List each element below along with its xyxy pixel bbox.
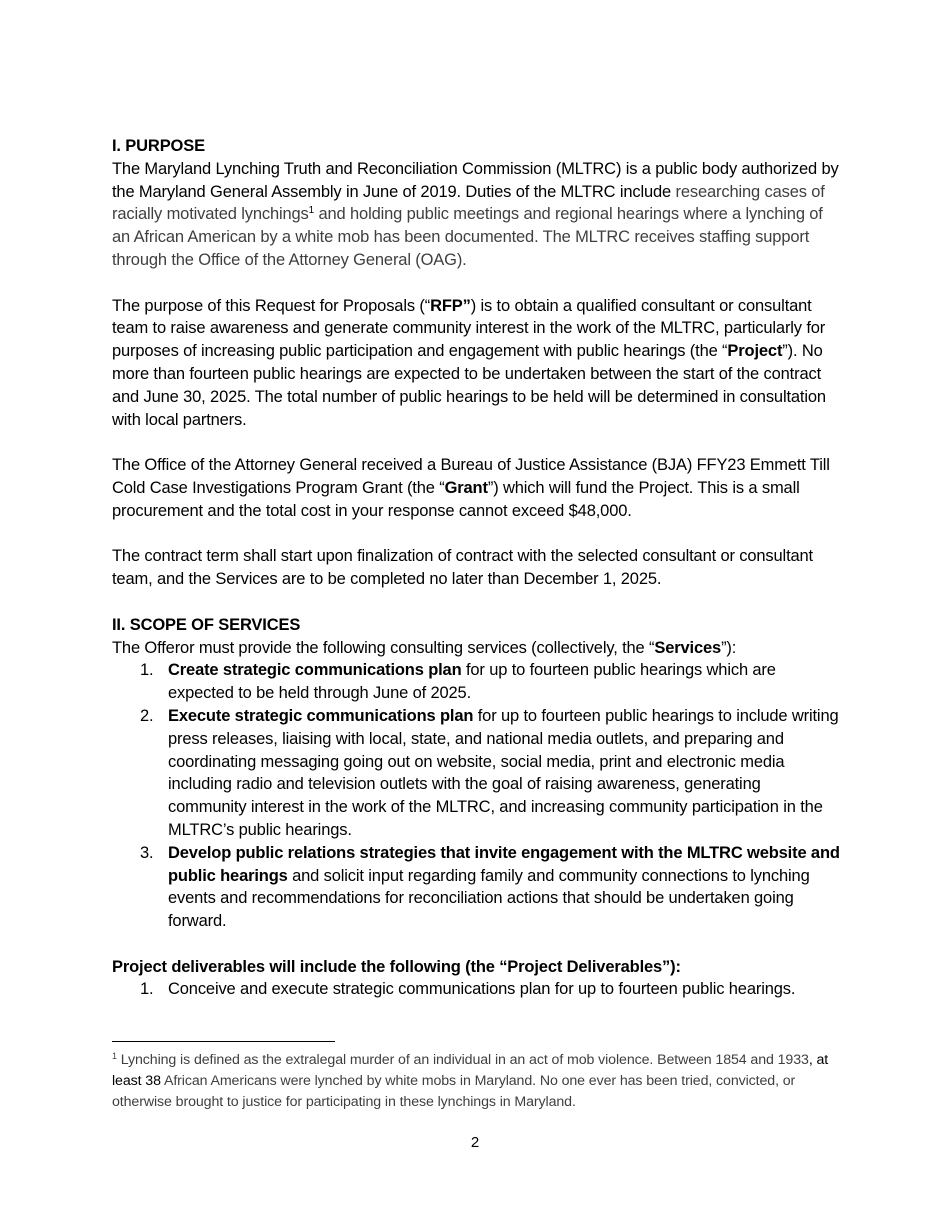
list-item — [112, 978, 842, 1001]
purpose-paragraph-2 — [112, 295, 842, 432]
footnote — [112, 1050, 840, 1114]
purpose-paragraph-4: The contract term shall start upon finalization of contract with the selected consultant or consultant team, and the Services are to be completed no later than December 1, 2025. — [112, 547, 813, 589]
list-item-number: 2. — [140, 706, 154, 725]
list-item-text: and solicit input regarding family and community connections to lynching events and recommendations for reconciliation actions that should be undertaken going forward. — [168, 866, 810, 931]
list-item-bold: Develop public relations strategies that invite engagement with the MLTRC website and public hearings — [168, 843, 840, 885]
purpose-p1-text: The Maryland Lynching Truth and Reconciliation Commission (MLTRC) is a public body authorized by the Maryland General Assembly in June of 2019. Duties of the MLTRC include — [112, 159, 839, 201]
purpose-heading: I. PURPOSE — [112, 137, 205, 155]
project-term: Project — [727, 342, 783, 361]
list-item — [112, 842, 842, 933]
list-item-text: for up to fourteen public hearings to include writing press releases, liaising with local, state, and national media outlets, and preparing and coordinating messaging going out on website, social media, print and electronic media including radio and television outlets with the goal of raising awareness, generating community interest in the work of the MLTRC, and increasing community participation in the MLTRC’s public hearings. — [168, 706, 839, 839]
grant-text-a: The Office of the Attorney General received a Bureau of Justice Assistance (BJA) FFY23 Emmett Till Cold Case Investigations Program Grant (the “ — [112, 456, 830, 497]
rfp-text-a: The purpose of this Request for Proposals (“ — [112, 296, 431, 315]
services-term: Services — [654, 638, 722, 657]
list-item — [112, 705, 842, 842]
purpose-paragraph-1 — [112, 158, 842, 272]
purpose-paragraph-3 — [112, 454, 842, 522]
list-item-number: 1. — [140, 980, 154, 999]
list-item-text: Conceive and execute strategic communications plan for up to fourteen public hearings. — [168, 980, 796, 999]
footnote-text-c: African Americans were lynched by white mobs in Maryland. No one ever has been tried, convicted, or otherwise brought to justice for participating in these lynchings in Maryland. — [112, 1073, 796, 1111]
list-item-text: for up to fourteen public hearings which are expected to be held through June of 2025. — [168, 661, 776, 703]
deliverables-heading: Project deliverables will include the following (the “Project Deliverables”): — [112, 957, 681, 976]
page-number: 2 — [470, 1134, 480, 1151]
footnote-reference[interactable]: 1 — [308, 205, 315, 217]
rfp-term: RFP” — [430, 296, 471, 315]
purpose-p1-gray-text-a: researching cases of racially motivated lynchings — [112, 182, 825, 224]
footnote-mark: 1 — [112, 1051, 117, 1061]
list-item-bold: Execute strategic communications plan — [168, 706, 474, 725]
list-item-number: 3. — [140, 843, 154, 862]
services-list — [112, 659, 842, 933]
list-item-bold: Create strategic communications plan — [168, 661, 462, 680]
document-body — [112, 135, 842, 1001]
scope-intro-text-c: ”): — [721, 638, 737, 657]
rfp-text-c: ) is to obtain a qualified consultant or consultant team to raise awareness and generate community interest in the work of the MLTRC, particularly for purposes of increasing public participation and engagement with public hearings (the “ — [112, 296, 826, 361]
scope-heading: II. SCOPE OF SERVICES — [112, 615, 301, 634]
grant-term: Grant — [444, 478, 488, 497]
footnote-text-a: Lynching is defined as the extralegal murder of an individual in an act of mob violence. Between 1854 and 1933 — [116, 1052, 809, 1068]
list-item-number: 1. — [140, 661, 154, 680]
footnote-text-b: , at least 38 — [112, 1052, 829, 1090]
grant-text-c: ”) which will fund the Project. This is a small procurement and the total cost in your response cannot exceed $48,000. — [112, 478, 800, 520]
purpose-p1-gray-text-b: and holding public meetings and regional hearings where a lynching of an African American by a white mob has been documented. The MLTRC receives staffing support through the Office of the Attorney General (OAG). — [112, 205, 823, 269]
scope-intro-text-a: The Offeror must provide the following consulting services (collectively, the “ — [112, 638, 655, 657]
footnote-separator — [112, 1041, 335, 1042]
list-item — [112, 659, 842, 705]
scope-intro — [112, 637, 842, 660]
rfp-text-e: ”). No more than fourteen public hearings are expected to be undertaken between the start of the contract and June 30, 2025. The total number of public hearings to be held will be determined in consultation with local partners. — [112, 342, 826, 429]
deliverables-list — [112, 978, 842, 1001]
